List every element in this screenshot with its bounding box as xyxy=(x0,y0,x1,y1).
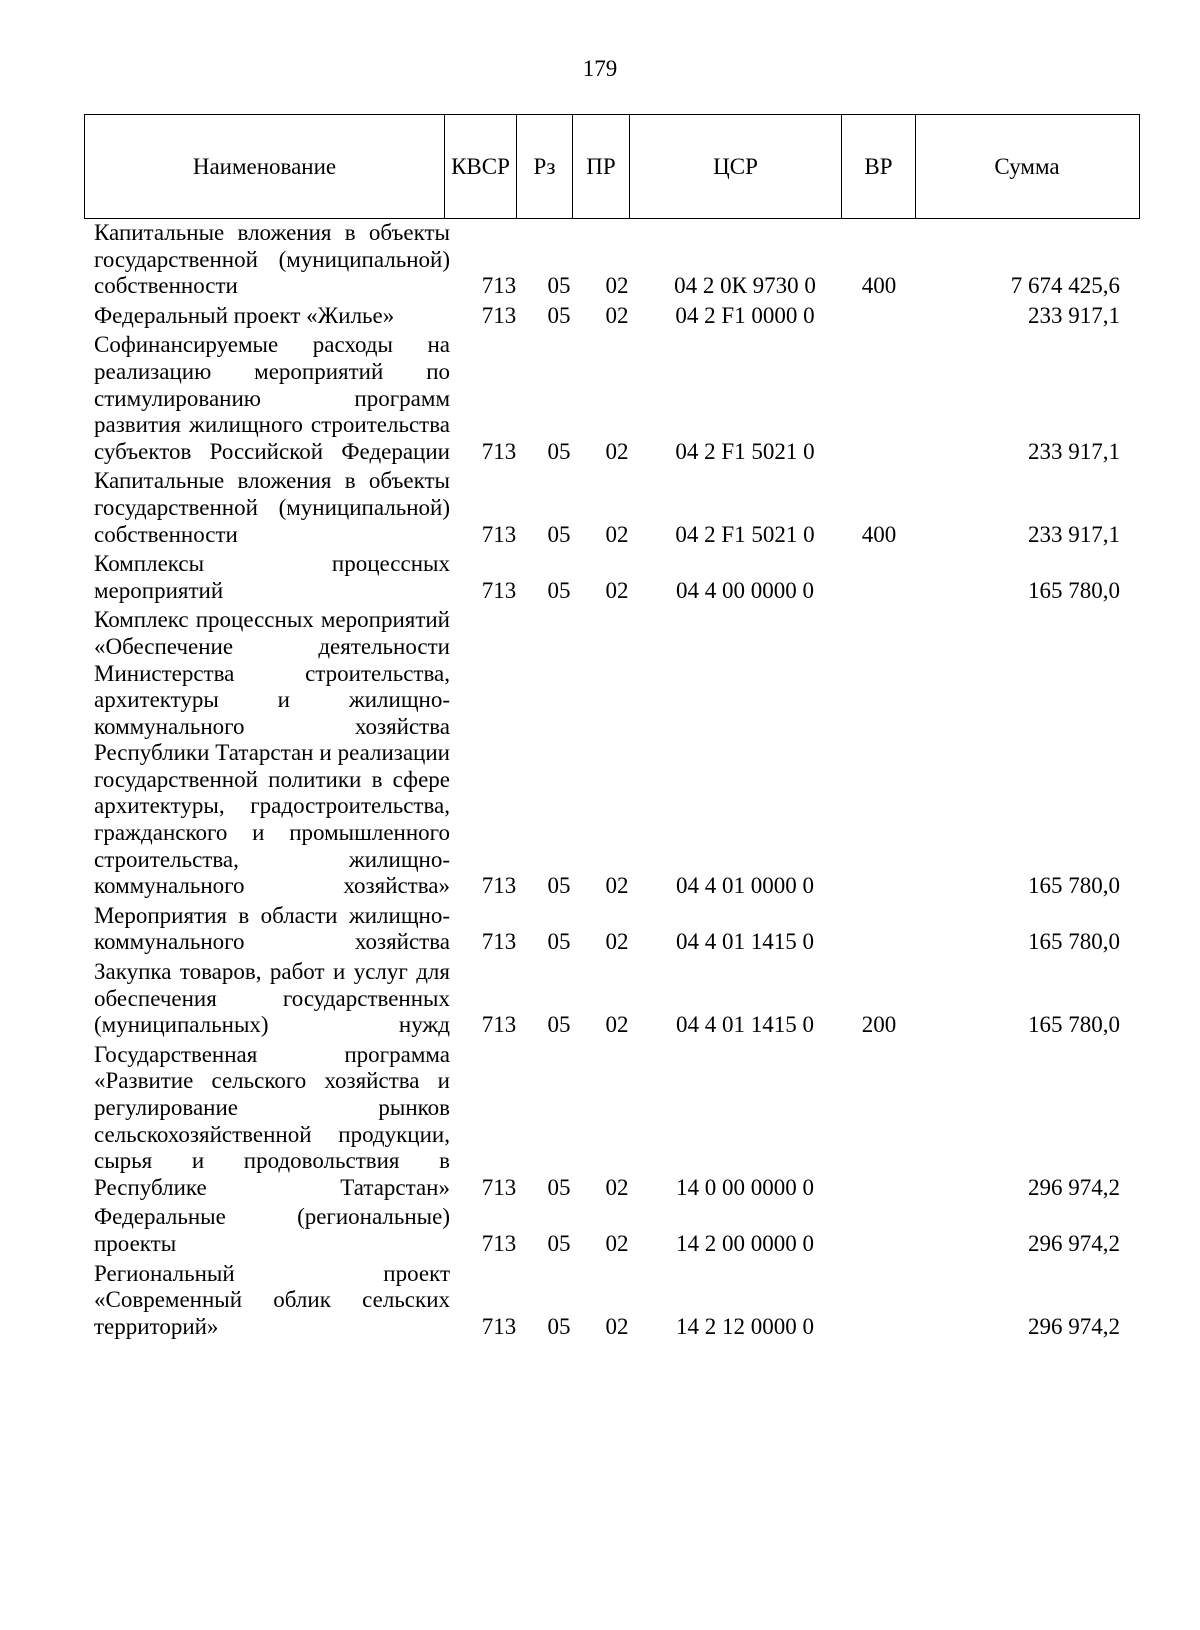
table-body xyxy=(84,219,1140,1342)
row-csr: 04 4 01 1415 0 xyxy=(676,1012,814,1038)
row-kvsr: 713 xyxy=(481,1230,517,1256)
row-kvsr: 713 xyxy=(481,577,517,603)
table-row xyxy=(84,606,1140,902)
row-name: Мероприятия в области жилищно-коммунального хозяйства xyxy=(94,902,450,955)
table-row xyxy=(84,1041,1140,1204)
row-rz: 05 xyxy=(547,1230,571,1256)
row-csr: 04 2 F1 0000 0 xyxy=(675,302,815,328)
row-pr: 02 xyxy=(605,302,629,328)
row-csr: 04 4 01 1415 0 xyxy=(676,929,814,955)
row-rz: 05 xyxy=(547,302,571,328)
row-name: Региональный проект «Современный облик сельских территорий» xyxy=(94,1260,450,1339)
row-sum: 165 780,0 xyxy=(1028,577,1120,603)
row-vr: 400 xyxy=(861,521,897,547)
row-csr: 04 2 0К 9730 0 xyxy=(674,273,816,299)
row-pr: 02 xyxy=(605,521,629,547)
column-header-rz: Рз xyxy=(517,115,573,218)
table-header xyxy=(84,114,1140,219)
row-kvsr: 713 xyxy=(481,929,517,955)
row-pr: 02 xyxy=(605,873,629,899)
table-row xyxy=(84,958,1140,1041)
row-kvsr: 713 xyxy=(481,1012,517,1038)
row-vr: 400 xyxy=(861,273,897,299)
row-kvsr: 713 xyxy=(481,1313,517,1339)
row-pr: 02 xyxy=(605,1230,629,1256)
row-sum: 165 780,0 xyxy=(1028,873,1120,899)
row-csr: 04 4 01 0000 0 xyxy=(676,873,814,899)
row-sum: 165 780,0 xyxy=(1028,1012,1120,1038)
row-sum: 233 917,1 xyxy=(1028,438,1120,464)
row-pr: 02 xyxy=(605,1313,629,1339)
table-row xyxy=(84,219,1140,302)
row-rz: 05 xyxy=(547,273,571,299)
row-rz: 05 xyxy=(547,1012,571,1038)
row-name: Закупка товаров, работ и услуг для обеспечения государственных (муниципальных) нужд xyxy=(94,959,450,1038)
row-kvsr: 713 xyxy=(481,521,517,547)
row-csr: 04 2 F1 5021 0 xyxy=(675,521,815,547)
table-row xyxy=(84,550,1140,606)
table-row xyxy=(84,467,1140,550)
row-kvsr: 713 xyxy=(481,1174,517,1200)
row-sum: 7 674 425,6 xyxy=(1010,273,1120,299)
row-rz: 05 xyxy=(547,929,571,955)
row-kvsr: 713 xyxy=(481,873,517,899)
column-header-csr: ЦСР xyxy=(630,115,842,218)
row-rz: 05 xyxy=(547,1313,571,1339)
row-vr: 200 xyxy=(861,1012,897,1038)
row-name: Капитальные вложения в объекты государственной (муниципальной) собственности xyxy=(94,220,450,299)
row-pr: 02 xyxy=(605,273,629,299)
table-row xyxy=(84,331,1140,467)
row-rz: 05 xyxy=(547,577,571,603)
row-pr: 02 xyxy=(605,1012,629,1038)
row-name: Федеральные (региональные) проекты xyxy=(94,1204,450,1256)
row-sum: 233 917,1 xyxy=(1028,302,1120,328)
column-header-vr: ВР xyxy=(842,115,916,218)
column-header-sum: Сумма xyxy=(994,153,1060,179)
row-csr: 14 2 12 0000 0 xyxy=(676,1313,814,1339)
row-name: Комплексы процессных мероприятий xyxy=(94,551,450,603)
row-kvsr: 713 xyxy=(481,273,517,299)
row-pr: 02 xyxy=(605,1174,629,1200)
row-sum: 296 974,2 xyxy=(1028,1313,1120,1339)
row-rz: 05 xyxy=(547,1174,571,1200)
row-kvsr: 713 xyxy=(481,438,517,464)
row-csr: 04 4 00 0000 0 xyxy=(676,577,814,603)
row-rz: 05 xyxy=(547,438,571,464)
column-header-pr: ПР xyxy=(573,115,630,218)
row-pr: 02 xyxy=(605,438,629,464)
column-header-kvsr: КВСР xyxy=(445,115,517,218)
row-kvsr: 713 xyxy=(481,302,517,328)
table-row xyxy=(84,1203,1140,1259)
table-row xyxy=(84,302,1140,332)
row-pr: 02 xyxy=(605,577,629,603)
row-name: Федеральный проект «Жилье» xyxy=(94,302,395,328)
row-sum: 296 974,2 xyxy=(1028,1174,1120,1200)
table-row xyxy=(84,902,1140,958)
table-row xyxy=(84,1260,1140,1343)
row-sum: 165 780,0 xyxy=(1028,929,1120,955)
row-csr: 14 2 00 0000 0 xyxy=(676,1230,814,1256)
row-rz: 05 xyxy=(547,873,571,899)
row-sum: 233 917,1 xyxy=(1028,521,1120,547)
page-number: 179 xyxy=(582,56,618,81)
column-header-name: Наименование xyxy=(85,115,445,218)
row-sum: 296 974,2 xyxy=(1028,1230,1120,1256)
row-rz: 05 xyxy=(547,521,571,547)
row-csr: 14 0 00 0000 0 xyxy=(676,1174,814,1200)
row-pr: 02 xyxy=(605,929,629,955)
row-name: Софинансируемые расходы на реализацию мероприятий по стимулированию программ развития жилищного строительства субъектов Российской Федерации xyxy=(94,332,450,464)
row-csr: 04 2 F1 5021 0 xyxy=(675,438,815,464)
row-name: Капитальные вложения в объекты государственной (муниципальной) собственности xyxy=(94,468,450,547)
row-name: Комплекс процессных мероприятий «Обеспечение деятельности Министерства строительства, архитектуры и жилищно-коммунального хозяйства Республики Татарстан и реализации государственной политики в сфере архитектуры, градостроительства, гражданского и промышленного строительства, жилищно-коммунального хозяйства» xyxy=(94,607,450,899)
row-name: Государственная программа «Развитие сельского хозяйства и регулирование рынков сельскохозяйственной продукции, сырья и продовольствия в Республике Татарстан» xyxy=(94,1041,450,1200)
